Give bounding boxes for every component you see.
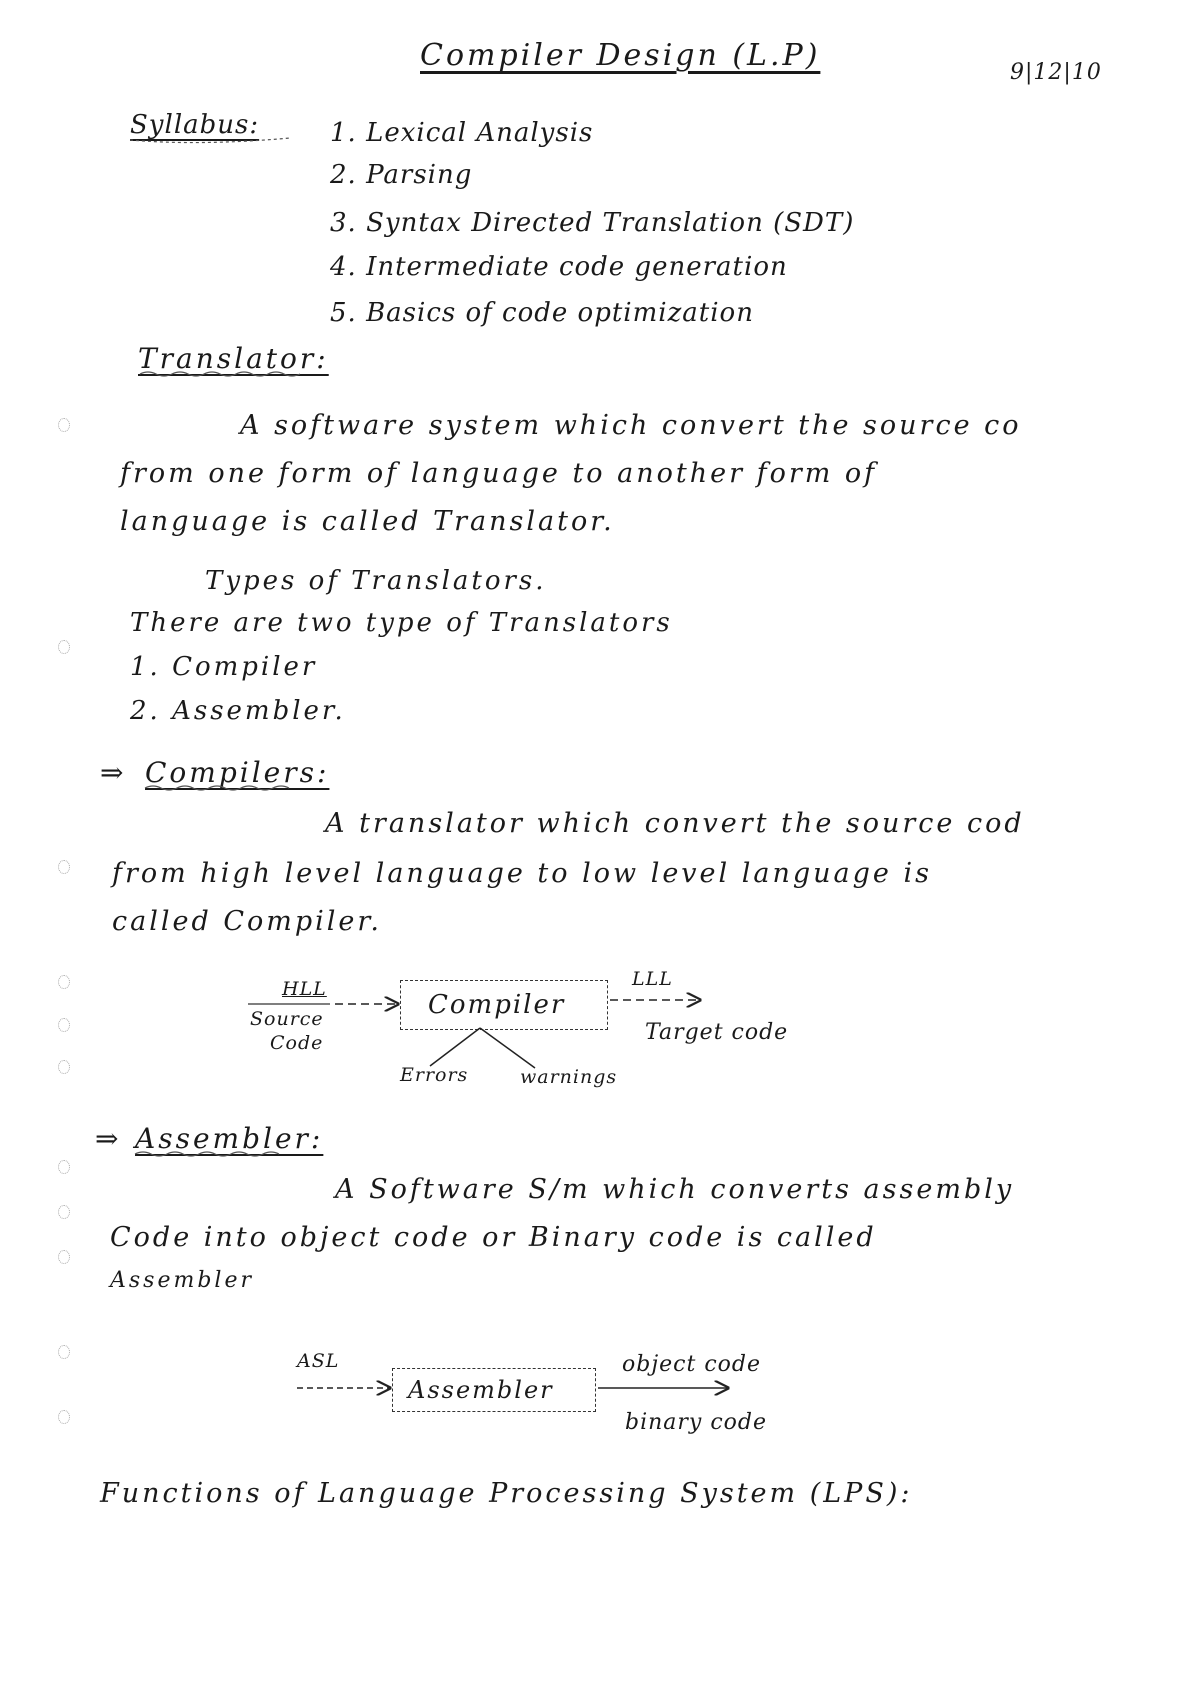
types-heading: Types of Translators. bbox=[205, 566, 547, 596]
translator-line: language is called Translator. bbox=[120, 506, 615, 537]
compiler-heading: Compilers: bbox=[145, 756, 330, 789]
assembler-output-bottom: binary code bbox=[625, 1410, 768, 1435]
compiler-box-label: Compiler bbox=[428, 990, 566, 1020]
types-item: 2. Assembler. bbox=[130, 696, 346, 726]
syllabus-item: 1. Lexical Analysis bbox=[330, 118, 594, 148]
assembler-output-top: object code bbox=[622, 1352, 761, 1377]
page-title: Compiler Design (L.P) bbox=[420, 38, 821, 73]
compiler-line: called Compiler. bbox=[112, 906, 382, 937]
compiler-output-bottom: Target code bbox=[645, 1020, 789, 1045]
syllabus-label: Syllabus: bbox=[130, 110, 260, 140]
compiler-branch-right: warnings bbox=[520, 1066, 618, 1088]
arrow-bullet: ⇒ bbox=[95, 1122, 122, 1155]
types-intro: There are two type of Translators bbox=[130, 608, 673, 638]
lps-heading: Functions of Language Processing System (LPS): bbox=[100, 1478, 913, 1509]
assembler-input: ASL bbox=[297, 1350, 340, 1372]
assembler-line: Code into object code or Binary code is called bbox=[110, 1222, 877, 1253]
compiler-branch-left: Errors bbox=[400, 1064, 469, 1086]
translator-line: A software system which convert the source co bbox=[240, 410, 1022, 441]
compiler-input-top: HLL bbox=[282, 978, 327, 1000]
syllabus-item: 5. Basics of code optimization bbox=[330, 298, 754, 328]
assembler-heading: Assembler: bbox=[135, 1122, 324, 1155]
compiler-line: from high level language to low level language is bbox=[112, 858, 932, 889]
syllabus-item: 3. Syntax Directed Translation (SDT) bbox=[330, 208, 855, 238]
page-date: 9|12|10 bbox=[1010, 60, 1102, 85]
arrow-bullet: ⇒ bbox=[100, 756, 127, 789]
compiler-output-top: LLL bbox=[632, 968, 673, 990]
compiler-input-bottom: Code bbox=[270, 1032, 324, 1054]
types-item: 1. Compiler bbox=[130, 652, 318, 682]
compiler-line: A translator which convert the source cod bbox=[325, 808, 1025, 839]
assembler-box-label: Assembler bbox=[408, 1376, 554, 1404]
assembler-line: A Software S/m which converts assembly bbox=[335, 1174, 1015, 1205]
translator-heading: Translator: bbox=[138, 342, 329, 375]
syllabus-item: 2. Parsing bbox=[330, 160, 473, 190]
compiler-input-bottom: Source bbox=[250, 1008, 324, 1030]
assembler-line: Assembler bbox=[110, 1268, 255, 1293]
translator-line: from one form of language to another form of bbox=[120, 458, 878, 489]
syllabus-item: 4. Intermediate code generation bbox=[330, 252, 788, 282]
